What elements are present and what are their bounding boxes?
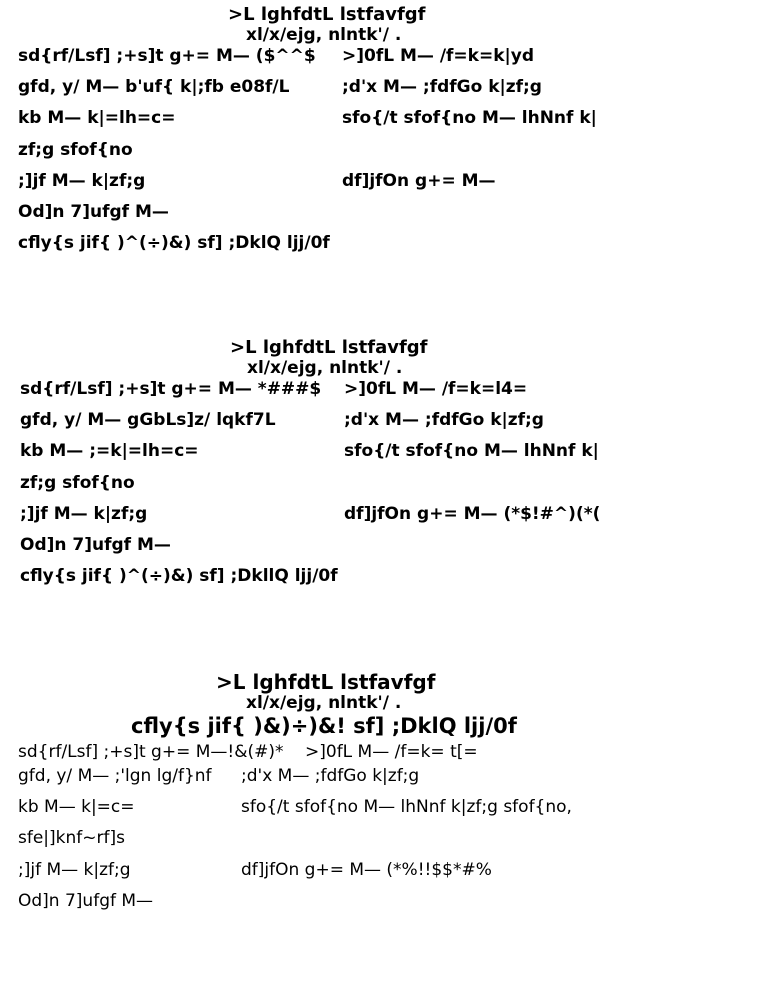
office-address: xl/x/ejg, nlntk'/ .	[247, 358, 403, 378]
office-title: >L lghfdtL lstfavfgf	[230, 337, 428, 358]
employee-email: Od]n 7]ufgf M—	[18, 202, 169, 222]
employee-post: kb M— k|=c=	[18, 797, 135, 817]
employee-group: ;d'x M— ;fdfGo k|zf;g	[241, 766, 420, 786]
office-title: >L lghfdtL lstfavfgf	[228, 4, 426, 25]
employee-grade: >]0fL M— /f=k=k|yd	[342, 46, 534, 66]
employee-service: ;]jf M— k|zf;g	[18, 860, 131, 880]
asset-details-heading: cfly{s jif{ )^(÷)&) sf] ;DklQ ljj/0f	[18, 233, 330, 253]
employee-office: sfo{/t sfof{no M— lhNnf k|zf;g sfof{no,	[241, 797, 572, 817]
employee-mobile: df]jfOn g+= M— (*$!#^)(*(	[344, 504, 601, 524]
employee-email: Od]n 7]ufgf M—	[18, 891, 154, 911]
employee-post: kb M— k|=lh=c=	[18, 108, 176, 128]
employee-mobile: df]jfOn g+= M—	[342, 171, 496, 191]
employee-name: gfd, y/ M— b'uf{ k|;fb e08f/L	[18, 77, 290, 97]
employee-name: gfd, y/ M— gGbLs]z/ lqkf7L	[20, 410, 276, 430]
employee-office: sfo{/t sfof{no M— lhNnf k|	[342, 108, 597, 128]
employee-office: sfo{/t sfof{no M— lhNnf k|	[344, 441, 599, 461]
employee-group: ;d'x M— ;fdfGo k|zf;g	[342, 77, 542, 97]
employee-service: ;]jf M— k|zf;g	[18, 171, 146, 191]
employee-grade: >]0fL M— /f=k= t[=	[305, 742, 478, 762]
employee-office-cont: zf;g sfof{no	[18, 140, 133, 160]
employee-code: sd{rf/Lsf] ;+s]t g+= M— *###$	[20, 379, 322, 399]
employee-office-cont: sfe|]knf~rf]s	[18, 828, 125, 848]
employee-post: kb M— ;=k|=lh=c=	[20, 441, 199, 461]
employee-service: ;]jf M— k|zf;g	[20, 504, 148, 524]
employee-grade: >]0fL M— /f=k=l4=	[344, 379, 528, 399]
employee-mobile: df]jfOn g+= M— (*%!!$$*#%	[241, 860, 492, 880]
employee-code: sd{rf/Lsf] ;+s]t g+= M—!&(#)*	[18, 742, 284, 762]
employee-name: gfd, y/ M— ;'lgn lg/f}nf	[18, 766, 212, 786]
employee-group: ;d'x M— ;fdfGo k|zf;g	[344, 410, 544, 430]
asset-details-heading: cfly{s jif{ )^(÷)&) sf] ;DkllQ ljj/0f	[20, 566, 338, 586]
employee-code: sd{rf/Lsf] ;+s]t g+= M— ($^^$	[18, 46, 316, 66]
employee-email: Od]n 7]ufgf M—	[20, 535, 171, 555]
employee-office-cont: zf;g sfof{no	[20, 473, 135, 493]
office-address: xl/x/ejg, nlntk'/ .	[246, 25, 402, 45]
office-address: xl/x/ejg, nlntk'/ .	[246, 693, 402, 713]
asset-details-heading: cfly{s jif{ )&)÷)&! sf] ;DklQ ljj/0f	[131, 714, 517, 738]
office-title: >L lghfdtL lstfavfgf	[216, 670, 436, 694]
